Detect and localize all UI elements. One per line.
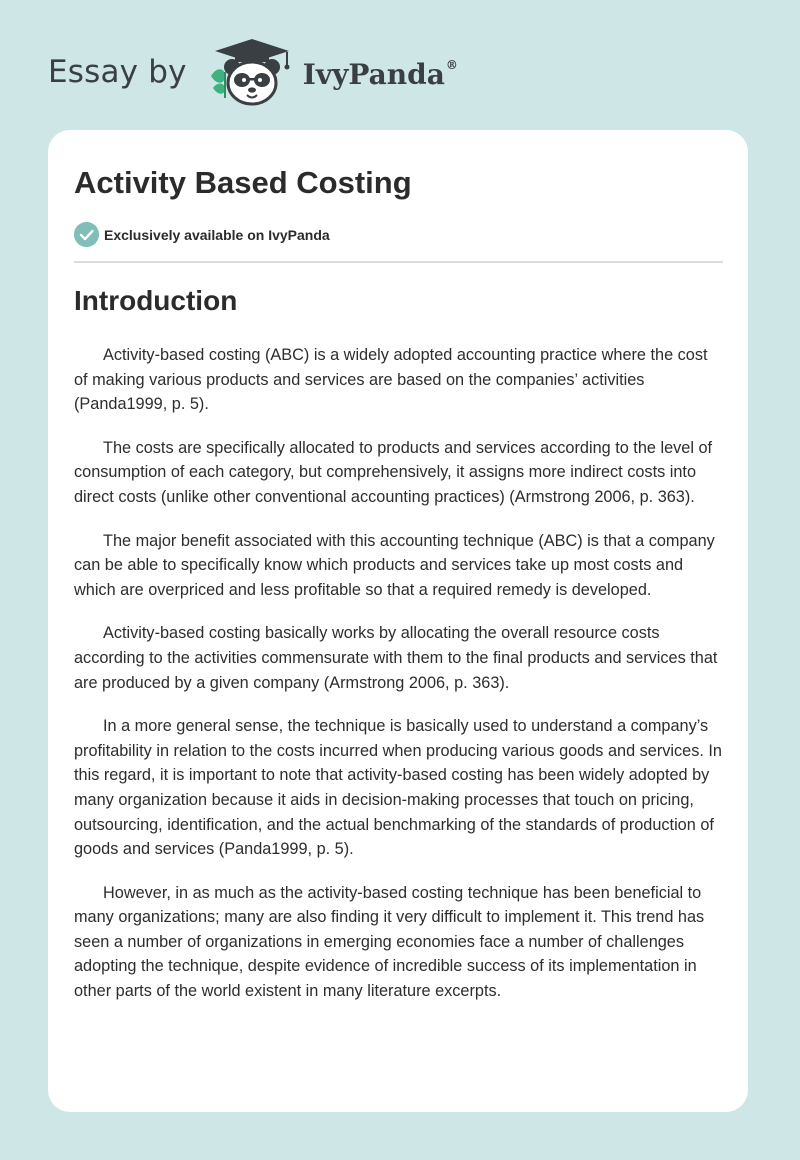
essay-by-label: Essay by bbox=[48, 53, 187, 90]
title-divider bbox=[74, 261, 723, 263]
exclusive-label: Exclusively available on IvyPanda bbox=[104, 226, 330, 243]
exclusive-badge bbox=[74, 222, 330, 247]
paragraph: However, in as much as the activity-based costing technique has been beneficial to many organizations; many are also finding it very difficult to implement it. This trend has seen a number of organizations in emerging economies face a number of challenges adopting the technique, despite evidence of incredible success of its implementation in other parts of the world existent in many literature excerpts. bbox=[74, 883, 705, 1001]
panda-graduate-icon[interactable] bbox=[205, 36, 295, 108]
paragraph: Activity-based costing basically works by allocating the overall resource costs according to the activities commensurate with them to the final products and services that are produced by a given company (Armstrong 2006, p. 363). bbox=[74, 624, 718, 692]
ivypanda-wordmark[interactable] bbox=[302, 58, 458, 91]
paragraph: Activity-based costing (ABC) is a widely adopted accounting practice where the cost of making various products and services are based on the companies’ activities (Panda1999, p. 5). bbox=[74, 346, 708, 414]
brand-name-text: IvyPanda bbox=[302, 58, 445, 91]
essay-body bbox=[74, 343, 724, 1023]
site-header bbox=[48, 36, 458, 108]
essay-card bbox=[48, 130, 748, 1112]
paragraph: The costs are specifically allocated to products and services according to the level of consumption of each category, but comprehensively, it assigns more indirect costs into direct costs (unlike other conventional accounting practices) (Armstrong 2006, p. 363). bbox=[74, 438, 713, 506]
registered-mark: ® bbox=[445, 58, 458, 72]
section-heading-introduction: Introduction bbox=[74, 285, 238, 316]
essay-title: Activity Based Costing bbox=[74, 165, 412, 200]
paragraph: The major benefit associated with this accounting technique (ABC) is that a company can be able to specifically know which products and services take up most costs and which are overpriced and less profitable so that a required remedy is developed. bbox=[74, 531, 715, 599]
paragraph: In a more general sense, the technique is basically used to understand a company’s profitability in relation to the costs incurred when producing various goods and services. In this regard, it is important to note that activity-based costing has been widely adopted by many organization because it aids in decision-making processes that touch on pricing, outsourcing, identification, and the actual benchmarking of the standards of production of goods and services (Panda1999, p. 5). bbox=[74, 717, 722, 859]
check-badge-icon bbox=[74, 222, 99, 247]
